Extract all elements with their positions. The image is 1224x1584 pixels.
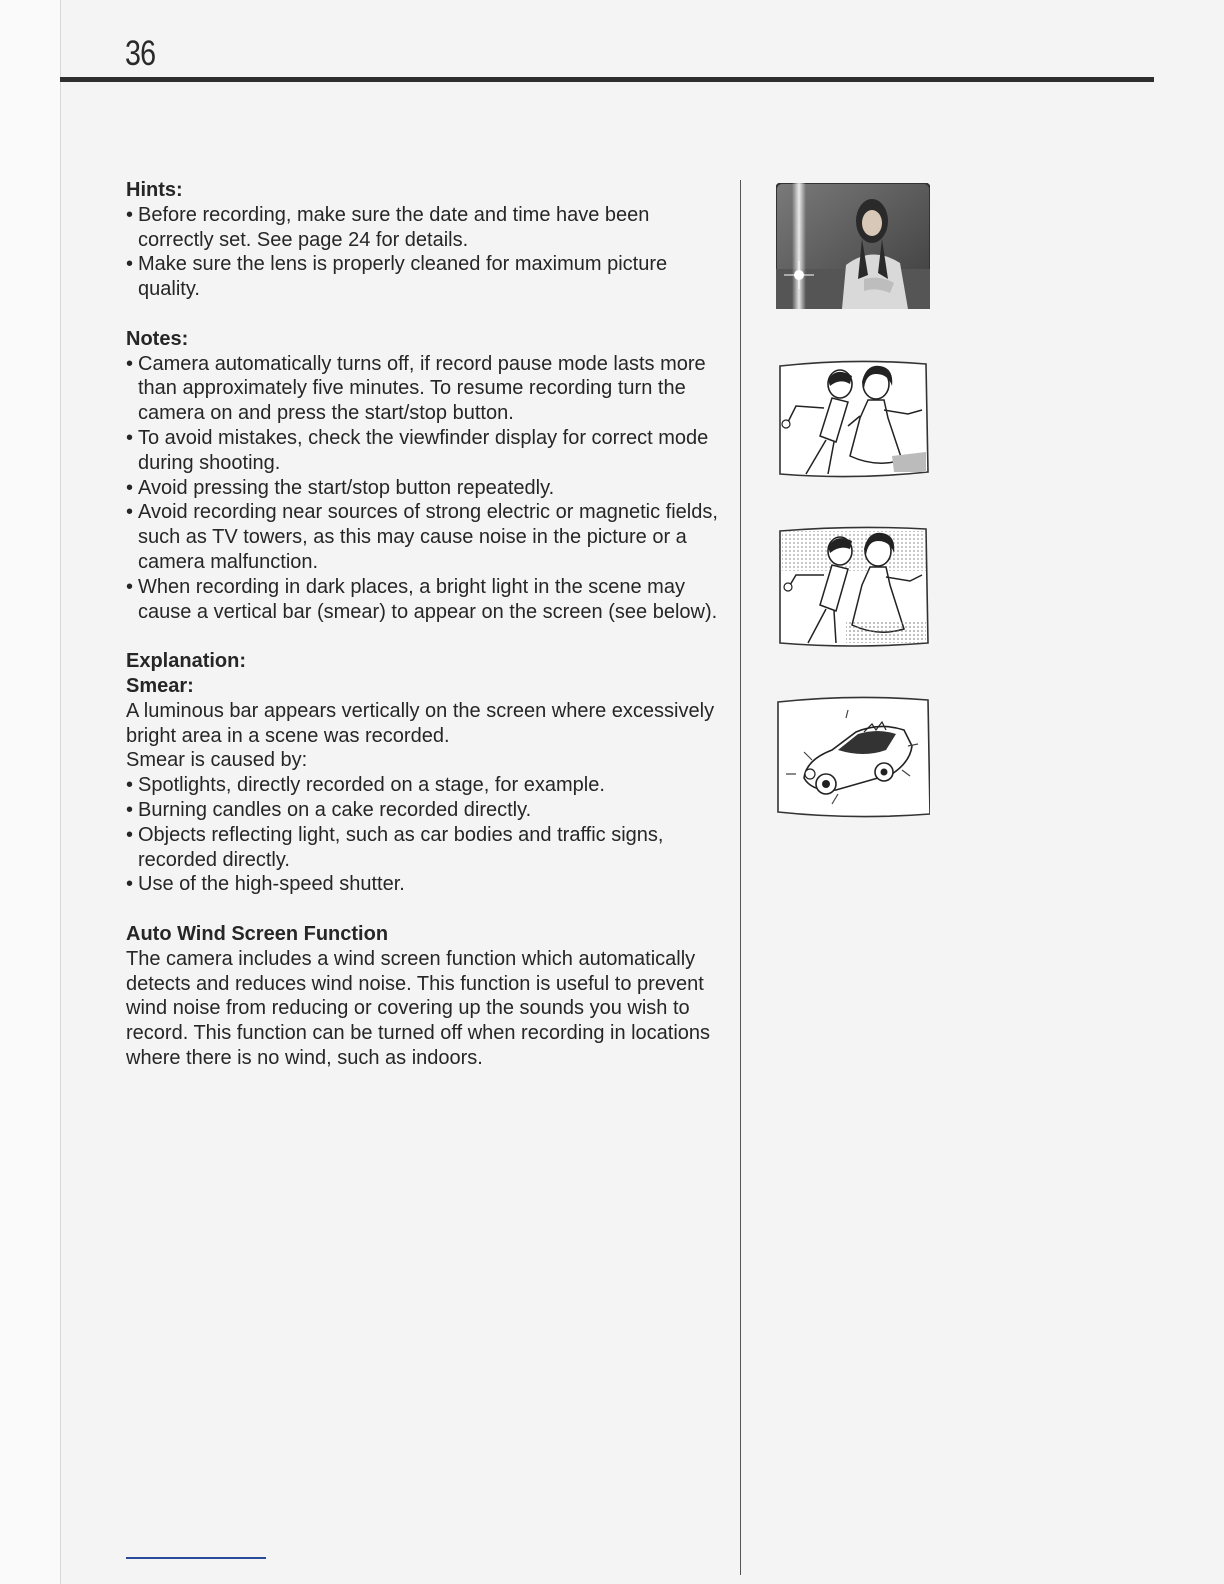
note-item: • When recording in dark places, a bright light in the scene may cause a vertical bar (smear) to appear on the screen (see below).: [126, 575, 726, 625]
hint-item: • Make sure the lens is properly cleaned for maximum picture quality.: [126, 252, 726, 302]
smear-cause-item: • Use of the high-speed shutter.: [126, 872, 726, 897]
explanation-section: [126, 649, 726, 897]
smear-photo-illustration: [776, 183, 930, 309]
notes-heading: Notes:: [126, 327, 189, 350]
smear-cause-item: • Spotlights, directly recorded on a stage, for example.: [126, 773, 726, 798]
main-text-column: [126, 178, 726, 1071]
header-rule: [60, 77, 1154, 82]
page-number: 36: [125, 34, 156, 73]
hint-item: • Before recording, make sure the date and time have been correctly set. See page 24 for details.: [126, 203, 726, 253]
smear-subheading: Smear:: [126, 674, 194, 697]
hints-section: [126, 178, 726, 302]
column-divider: [740, 180, 741, 1575]
smear-cause-item: • Burning candles on a cake recorded directly.: [126, 798, 726, 823]
car-reflection-illustration: [776, 694, 930, 820]
wind-screen-body: The camera includes a wind screen function which automatically detects and reduces wind noise. This function is useful to prevent wind noise from reducing or covering up the sounds you wish to record. This function can be turned off when recording in locations where there is no wind, such as indoors.: [126, 947, 711, 1069]
footer-rule: [126, 1557, 266, 1559]
smear-description: A luminous bar appears vertically on the screen where excessively bright area in a scene was recorded.: [126, 699, 715, 747]
hints-heading: Hints:: [126, 179, 183, 201]
note-item: • To avoid mistakes, check the viewfinder display for correct mode during shooting.: [126, 426, 726, 476]
dancing-couple-illustration: [776, 356, 930, 481]
smear-cause-item: • Objects reflecting light, such as car bodies and traffic signs, recorded directly.: [126, 823, 726, 873]
explanation-heading: Explanation:: [126, 650, 247, 673]
note-item: • Avoid pressing the start/stop button repeatedly.: [126, 476, 726, 501]
wind-screen-section: [126, 922, 726, 1071]
dancing-couple-shaded-illustration: [776, 525, 930, 649]
smear-causes-intro: Smear is caused by:: [126, 749, 308, 772]
wind-screen-heading: Auto Wind Screen Function: [126, 922, 389, 945]
notes-section: [126, 327, 726, 625]
page-binding-edge: [0, 0, 61, 1584]
note-item: • Camera automatically turns off, if record pause mode lasts more than approximately five minutes. To resume recording turn the camera on and press the start/stop button.: [126, 352, 726, 426]
note-item: • Avoid recording near sources of strong electric or magnetic fields, such as TV towers, as this may cause noise in the picture or a camera malfunction.: [126, 500, 726, 574]
